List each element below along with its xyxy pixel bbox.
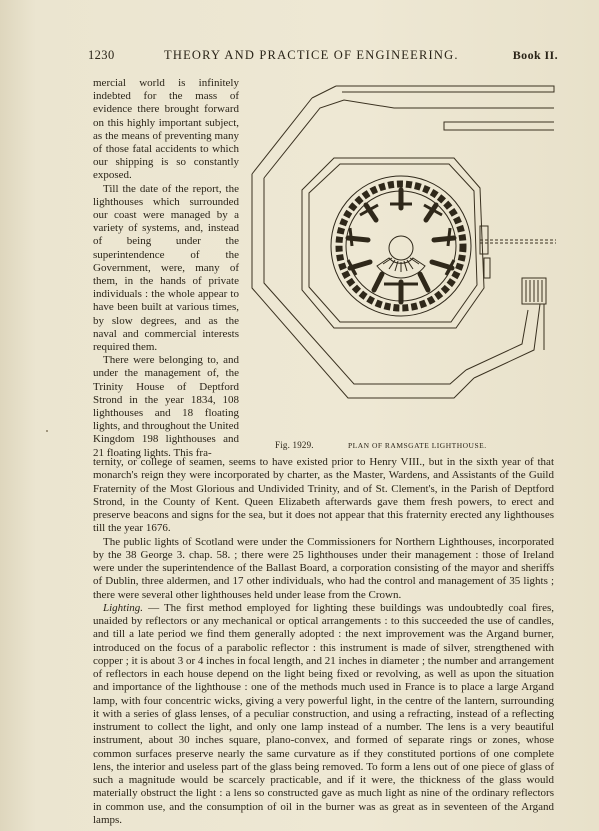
- paragraph: mercial world is infinitely indebted for the mass of evidence there brought forward on this highly important subject, as the means of preventing many of those fatal accidents to which our shipping is so constantly exposed.: [93, 77, 239, 182]
- paragraph: Till the date of the report, the lighthouses which surrounded our coast were managed by a variety of systems, and, instead of being under the superintendence of the Government, were, many of them, in the hands of private individuals : the whole appear to have been built at various times, by slow degrees, and as the naval and commercial interests required them.: [93, 182, 239, 354]
- figure-title: PLAN OF RAMSGATE LIGHTHOUSE.: [348, 441, 487, 450]
- outer-wall: [474, 304, 544, 378]
- outer-wall: [264, 100, 554, 178]
- book-label: Book II.: [512, 48, 558, 62]
- outer-wall: [444, 122, 554, 130]
- central-stair: [377, 236, 425, 278]
- outer-wall: [466, 310, 528, 370]
- figure-number: Fig. 1929.: [275, 440, 314, 450]
- paragraph-text: — The first method employed for lighting these buildings was undoubtedly coal fires, unaided by reflectors or any mechanical or optical arrangements : to this succeeded the use of candles, and till a late period we find them generally adopted : the next improvement was the Argand burner, introduced on the focus of a parabolic reflector : this instrument is made of silver, strengthened with copper ; it is about 3 or 4 inches in focal length, and 21 inches in diameter ; the number and arrangement of reflectors in each house depend on the light being fixed or revolving, as well as upon the situation and importance of the lighthouse : one of the methods much used in France is to place a large Argand lamp, with four concentric wicks, giving a very powerful light, in the centre of the lantern, surrounding it with a series of glass lenses, of a peculiar construction, and using a refracting, instead of a reflecting instrument to collect the light, and only one lamp instead of a number. The lens is a very beautiful instrument, about 30 inches square, plano-convex, and formed of separate rings or zones, whose common surfaces preserve nearly the same curvature as if they constituted portions of one complete lens, the interior and useless part of the glass being removed. To form a lens out of one piece of glass of such a magnitude would be scarcely practicable, and if it were, the thickness of the glass would materially obstruct the light : a lens so constructed gave as much light as nine of the ordinary reflectors in common use, and the consumption of oil in the burner was as great as in seventeen of the Argand lamps.: [93, 601, 554, 826]
- body-text: [93, 456, 554, 827]
- running-title: THEORY AND PRACTICE OF ENGINEERING.: [164, 48, 459, 62]
- paragraph: The public lights of Scotland were under the Commissioners for Northern Lighthouses, incorporated by the 38 George 3. chap. 58. ; there were 25 lighthouses under their management : those of Ireland were under the superintendence of the Ballast Board, a corporation consisting of the mayor and sheriffs of Dublin, three aldermen, and 17 other individuals, who had the control and management of 35 lights ; there were several other lighthouses held under lease from the Crown.: [93, 535, 554, 601]
- outer-wall: [312, 86, 336, 98]
- outer-wall: [252, 98, 312, 174]
- left-column-text: [93, 77, 239, 460]
- lighthouse-plan-figure: [244, 78, 556, 450]
- paragraph: [93, 602, 554, 827]
- page-number: 1230: [88, 48, 115, 62]
- paragraph: There were belonging to, and under the management of, the Trinity House of Deptford Strond in the year 1834, 108 lighthouses and 18 floating lights, and throughout the United Kingdom 198 lighthouses and 21 floating lights. This fra-: [93, 354, 239, 459]
- margin-speck: [46, 430, 48, 432]
- running-header: [88, 48, 558, 68]
- paragraph: ternity, or college of seamen, seems to have existed prior to Henry VIII., but in the sixth year of that monarch's reign they were incorporated by charter, as the Master, Wardens, and Assistants of the Guild Fraternity of the Most Glorious and Undivided Trinity, and of St. Clement's, in the Parish of Deptford Strond, in the County of Kent. Queen Elizabeth afterwards gave them fresh powers, to erect and preserve beacons and signs for the sea, but it does not appear that this fraternity erected any lighthouses till the year 1676.: [93, 456, 554, 535]
- outer-wall: [336, 86, 554, 92]
- section-heading: Lighting.: [103, 601, 144, 614]
- plan-drawing: [244, 78, 556, 450]
